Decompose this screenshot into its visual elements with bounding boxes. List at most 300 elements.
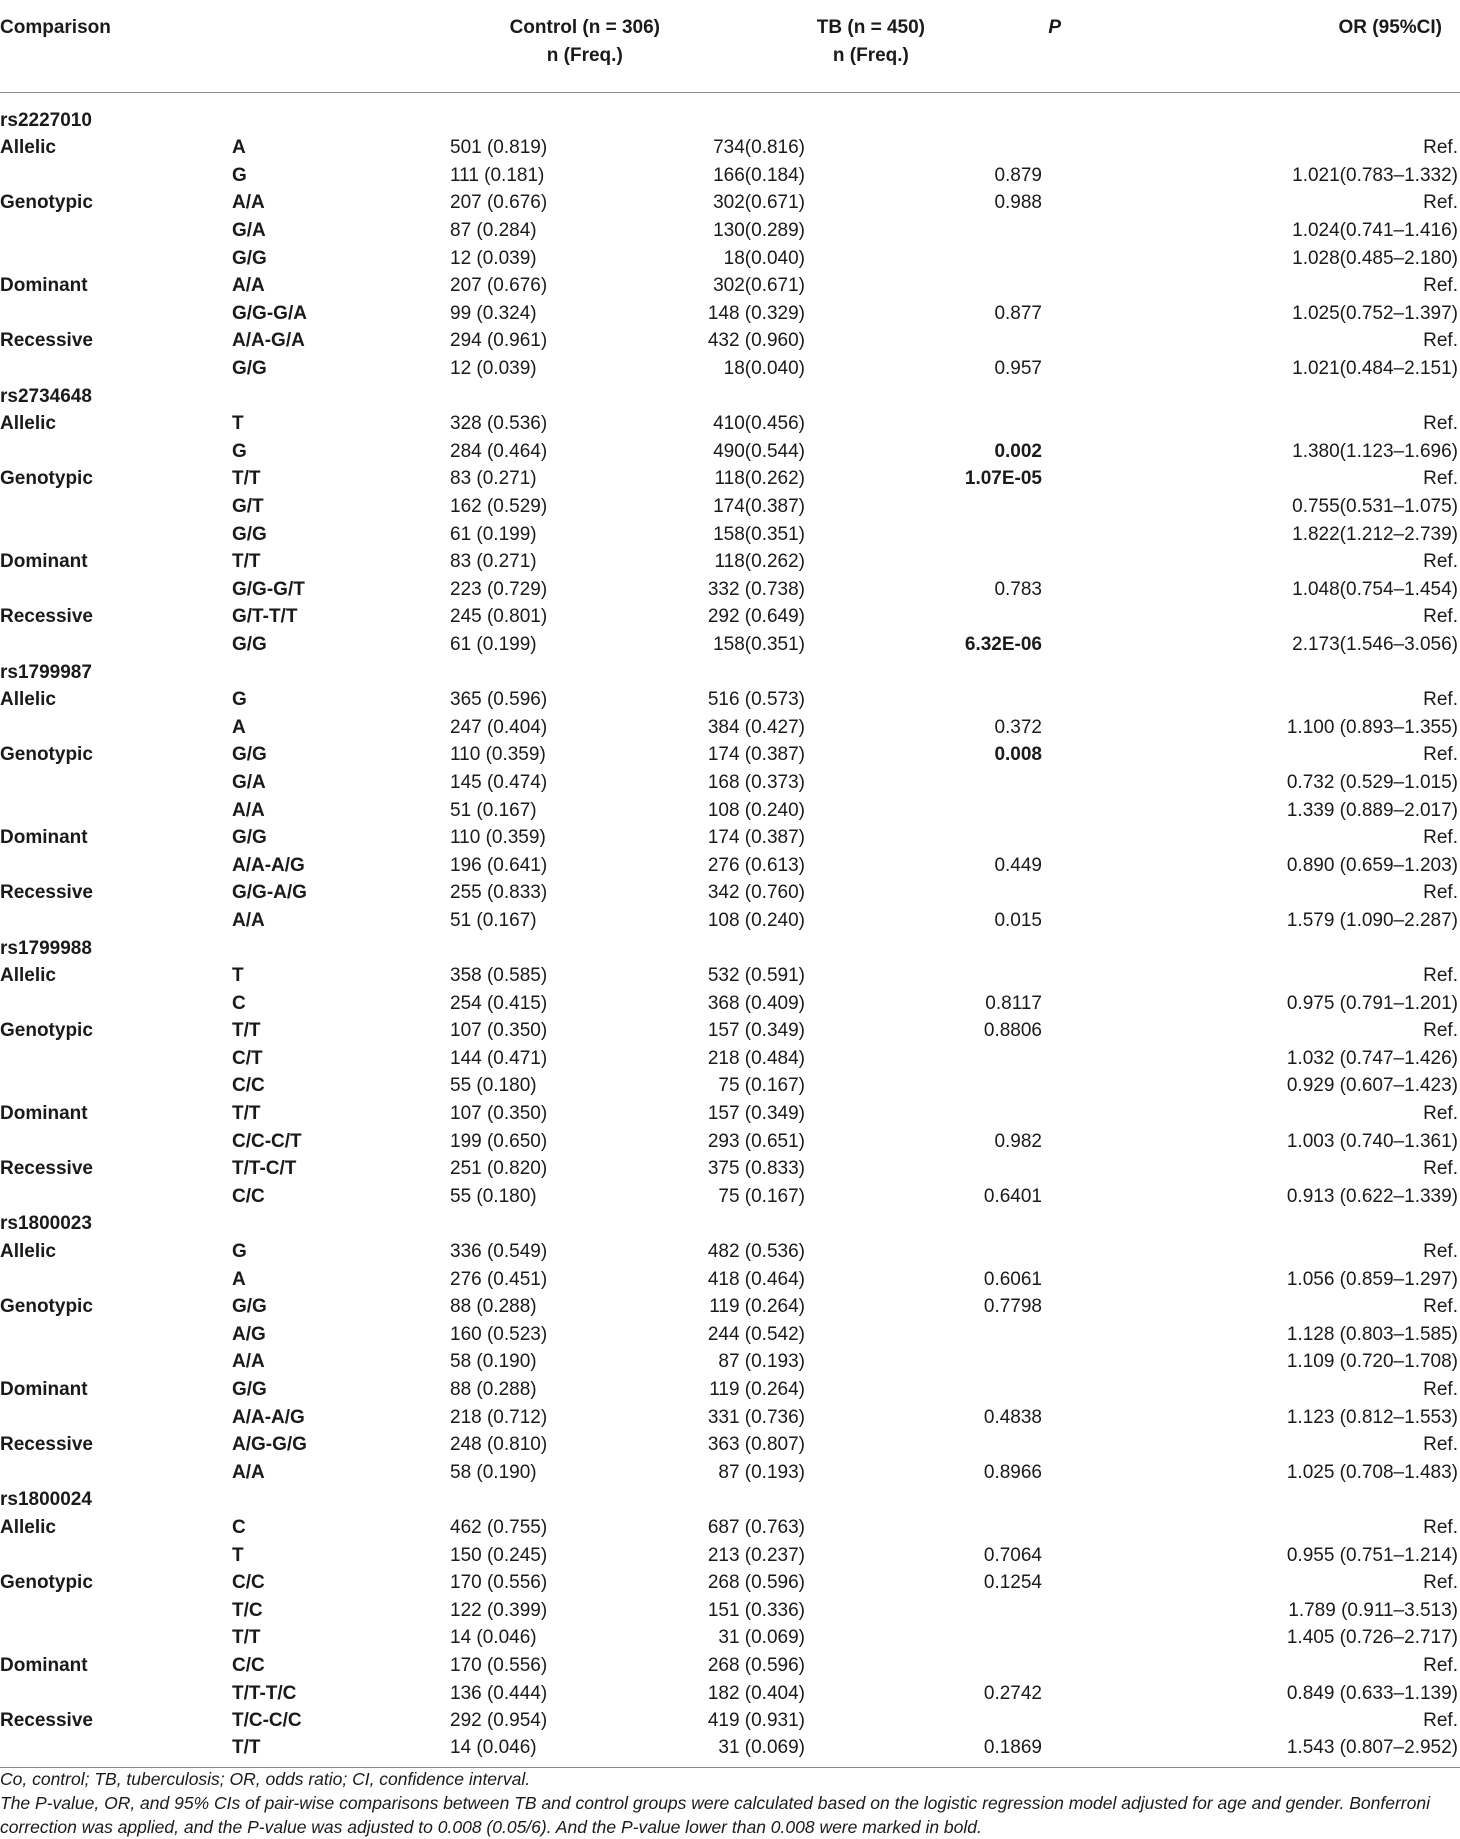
control-count: 218 (0.712) <box>450 1406 548 1428</box>
comparison-type: Genotypic <box>0 1572 93 1594</box>
table-row <box>0 1596 1460 1624</box>
comparison-type <box>0 907 230 935</box>
control-count: 245 (0.801) <box>450 606 548 628</box>
p-value <box>925 1045 1145 1073</box>
p-value <box>925 1348 1145 1376</box>
tb-count: 375 (0.833) <box>707 1158 805 1180</box>
genotype: T/T-T/C <box>232 1682 297 1704</box>
table-row <box>0 520 1460 548</box>
tb-count: 31 (0.069) <box>660 1734 925 1768</box>
tb-count: 331 (0.736) <box>707 1406 805 1428</box>
control-count: 150 (0.245) <box>450 1544 548 1566</box>
control-count: 365 (0.596) <box>450 689 548 711</box>
p-value <box>925 1652 1145 1680</box>
tb-count: 166(0.184) <box>713 164 805 186</box>
table-row <box>0 410 1460 438</box>
comparison-type: Allelic <box>0 137 56 159</box>
odds-ratio: Ref. <box>1423 1572 1458 1594</box>
table-row <box>0 962 1460 990</box>
tb-count: 174(0.387) <box>713 496 805 518</box>
tb-count: 302(0.671) <box>713 275 805 297</box>
footnote-abbreviations: Co, control; TB, tuberculosis; OR, odds ratio; CI, confidence interval. <box>0 1769 531 1789</box>
p-value: 6.32E-06 <box>964 633 1042 655</box>
comparison-type: Genotypic <box>0 468 93 490</box>
genotype: A/A-A/G <box>232 854 305 876</box>
comparison-type: Dominant <box>0 1379 88 1401</box>
comparison-type <box>0 1596 230 1624</box>
genotype: G/T <box>232 496 264 518</box>
control-count: 51 (0.167) <box>450 799 537 821</box>
header-or: OR (95%CI) <box>1145 0 1460 93</box>
table-row <box>0 1541 1460 1569</box>
tb-count: 482 (0.536) <box>707 1241 805 1263</box>
odds-ratio: 1.048(0.754–1.454) <box>1292 578 1458 600</box>
tb-count: 118(0.262) <box>714 551 805 573</box>
snp-id: rs1800024 <box>0 1489 92 1511</box>
comparison-type: Allelic <box>0 1516 56 1538</box>
control-count: 12 (0.039) <box>450 358 537 380</box>
p-value <box>925 244 1145 272</box>
table-row <box>0 713 1460 741</box>
odds-ratio: Ref. <box>1423 744 1458 766</box>
tb-count: 118(0.262) <box>714 468 805 490</box>
table-row <box>0 1403 1460 1431</box>
comparison-type <box>0 1183 230 1211</box>
control-count: 292 (0.954) <box>450 1710 548 1732</box>
table-row <box>0 1265 1460 1293</box>
comparison-type: Genotypic <box>0 1020 93 1042</box>
genotype: C/C <box>232 1654 265 1676</box>
comparison-type <box>0 1679 230 1707</box>
p-value <box>925 272 1145 300</box>
genotype: A/A <box>232 909 265 931</box>
table-row <box>0 1514 1460 1542</box>
snp-id: rs1800023 <box>0 1213 92 1235</box>
p-value: 0.879 <box>994 164 1042 186</box>
control-count: 207 (0.676) <box>450 275 548 297</box>
control-count: 88 (0.288) <box>450 1379 537 1401</box>
table-row <box>0 1679 1460 1707</box>
table-row <box>0 907 1460 935</box>
tb-count: 244 (0.542) <box>707 1323 805 1345</box>
genotype: T/T <box>232 1627 261 1649</box>
tb-count: 31 (0.069) <box>718 1627 805 1649</box>
p-value: 0.1869 <box>925 1734 1145 1768</box>
tb-count: 148 (0.329) <box>707 302 805 324</box>
p-value: 0.4838 <box>983 1406 1042 1428</box>
table-row <box>0 1459 1460 1487</box>
comparison-type: Recessive <box>0 330 93 352</box>
odds-ratio: 1.789 (0.911–3.513) <box>1288 1599 1458 1621</box>
table-row <box>0 1431 1460 1459</box>
table-row <box>0 1155 1460 1183</box>
genotype: G/G <box>232 1379 267 1401</box>
genotype: A/A-A/G <box>232 1406 305 1428</box>
comparison-type: Dominant <box>0 1103 88 1125</box>
control-count: 87 (0.284) <box>450 220 537 242</box>
header-tb-line1: TB (n = 450) <box>816 17 925 38</box>
tb-count: 174 (0.387) <box>707 827 805 849</box>
tb-count: 342 (0.760) <box>707 882 805 904</box>
p-value <box>925 879 1145 907</box>
genotype: T/T-C/T <box>232 1158 297 1180</box>
comparison-type: Genotypic <box>0 192 93 214</box>
p-value <box>925 686 1145 714</box>
control-count: 170 (0.556) <box>450 1572 548 1594</box>
genotype: G/T-T/T <box>232 606 298 628</box>
comparison-type <box>0 769 230 797</box>
p-value <box>925 327 1145 355</box>
snp-header-row <box>0 934 1460 962</box>
table-row <box>0 189 1460 217</box>
p-value <box>925 769 1145 797</box>
odds-ratio: 1.380(1.123–1.696) <box>1292 440 1458 462</box>
odds-ratio: Ref. <box>1423 1516 1458 1538</box>
odds-ratio: 0.913 (0.622–1.339) <box>1286 1185 1458 1207</box>
tb-count: 119 (0.264) <box>709 1296 805 1318</box>
header-p: P <box>925 0 1145 93</box>
tb-count: 108 (0.240) <box>707 909 805 931</box>
table-row <box>0 244 1460 272</box>
odds-ratio: Ref. <box>1423 1296 1458 1318</box>
genotype: C <box>232 1516 246 1538</box>
comparison-type <box>0 989 230 1017</box>
p-value: 0.877 <box>994 302 1042 324</box>
snp-header-row <box>0 382 1460 410</box>
table-row <box>0 1348 1460 1376</box>
control-count: 294 (0.961) <box>450 330 548 352</box>
genotype: G/G-G/T <box>232 578 305 600</box>
table-row <box>0 1045 1460 1073</box>
comparison-type: Genotypic <box>0 1296 93 1318</box>
control-count: 248 (0.810) <box>450 1434 548 1456</box>
table-row <box>0 134 1460 162</box>
odds-ratio: 1.056 (0.859–1.297) <box>1286 1268 1458 1290</box>
p-value <box>925 410 1145 438</box>
comparison-type: Allelic <box>0 1241 56 1263</box>
genotype: A <box>232 137 246 159</box>
comparison-type <box>0 576 230 604</box>
comparison-type: Recessive <box>0 1158 93 1180</box>
table-row <box>0 1376 1460 1404</box>
control-count: 99 (0.324) <box>450 302 537 324</box>
control-count: 501 (0.819) <box>450 137 548 159</box>
p-value: 0.982 <box>994 1130 1042 1152</box>
tb-count: 687 (0.763) <box>707 1516 805 1538</box>
odds-ratio: Ref. <box>1423 330 1458 352</box>
tb-count: 18(0.040) <box>723 358 805 380</box>
odds-ratio: 1.025(0.752–1.397) <box>1292 302 1458 324</box>
tb-count: 734(0.816) <box>713 137 805 159</box>
header-comparison: Comparison <box>0 0 230 93</box>
p-value <box>925 134 1145 162</box>
p-value <box>925 824 1145 852</box>
table-row <box>0 1293 1460 1321</box>
odds-ratio: 1.032 (0.747–1.426) <box>1286 1047 1458 1069</box>
snp-id: rs2734648 <box>0 385 92 407</box>
comparison-type: Allelic <box>0 689 56 711</box>
p-value <box>925 1155 1145 1183</box>
tb-count: 213 (0.237) <box>707 1544 805 1566</box>
genotype: A/A-G/A <box>232 330 305 352</box>
odds-ratio: 0.929 (0.607–1.423) <box>1286 1075 1458 1097</box>
odds-ratio: 2.173(1.546–3.056) <box>1292 633 1458 655</box>
table-row <box>0 327 1460 355</box>
odds-ratio: Ref. <box>1423 1158 1458 1180</box>
comparison-type: Recessive <box>0 1710 93 1732</box>
tb-count: 157 (0.349) <box>707 1020 805 1042</box>
tb-count: 419 (0.931) <box>707 1710 805 1732</box>
comparison-type <box>0 244 230 272</box>
comparison-type <box>0 1265 230 1293</box>
comparison-type <box>0 1459 230 1487</box>
genotype: G/G <box>232 827 267 849</box>
odds-ratio: 1.003 (0.740–1.361) <box>1286 1130 1458 1152</box>
control-count: 58 (0.190) <box>450 1351 537 1373</box>
comparison-type <box>0 520 230 548</box>
odds-ratio: Ref. <box>1423 1379 1458 1401</box>
p-value: 0.6401 <box>983 1185 1042 1207</box>
odds-ratio: Ref. <box>1423 1710 1458 1732</box>
odds-ratio: Ref. <box>1423 1241 1458 1263</box>
control-count: 122 (0.399) <box>450 1599 548 1621</box>
p-value: 0.8966 <box>983 1461 1042 1483</box>
control-count: 162 (0.529) <box>450 496 548 518</box>
table-row <box>0 1321 1460 1349</box>
control-count: 83 (0.271) <box>450 551 537 573</box>
p-value <box>925 520 1145 548</box>
table-row <box>0 1072 1460 1100</box>
footnote-note: The P-value, OR, and 95% CIs of pair-wise comparisons between TB and control groups were calculated based on the logistic regression model adjusted for age and gender. Bonferroni correction was applied, and the P-value was adjusted to 0.008 (0.05/6). And the P-value lower than 0.008 were marked in bold. <box>0 1793 1430 1837</box>
odds-ratio: Ref. <box>1423 192 1458 214</box>
comparison-type: Allelic <box>0 413 56 435</box>
control-count: 199 (0.650) <box>450 1130 548 1152</box>
genotype: C/C <box>232 1185 265 1207</box>
genotype: A/A <box>232 1461 265 1483</box>
genotype: A/G <box>232 1323 266 1345</box>
header-control-line2: n (Freq.) <box>546 45 623 66</box>
table-row <box>0 1017 1460 1045</box>
genotype: G <box>232 164 247 186</box>
comparison-type: Recessive <box>0 606 93 628</box>
header-tb-line2: n (Freq.) <box>832 45 909 66</box>
p-value: 1.07E-05 <box>964 468 1042 490</box>
odds-ratio: Ref. <box>1423 468 1458 490</box>
odds-ratio: 0.955 (0.751–1.214) <box>1286 1544 1458 1566</box>
p-value <box>925 1100 1145 1128</box>
genotype: T/T <box>232 1020 261 1042</box>
p-value: 0.8117 <box>985 992 1042 1014</box>
header-control <box>450 0 660 93</box>
comparison-type <box>0 300 230 328</box>
tb-count: 168 (0.373) <box>707 771 805 793</box>
tb-count: 410(0.456) <box>713 413 805 435</box>
comparison-type <box>0 438 230 466</box>
table-row <box>0 1238 1460 1266</box>
p-value <box>925 217 1145 245</box>
genotype: A/A <box>232 799 265 821</box>
control-count: 207 (0.676) <box>450 192 548 214</box>
table-row <box>0 1569 1460 1597</box>
p-value <box>925 796 1145 824</box>
comparison-type: Dominant <box>0 275 88 297</box>
table-row <box>0 576 1460 604</box>
comparison-type <box>0 1348 230 1376</box>
control-count: 107 (0.350) <box>450 1103 548 1125</box>
comparison-type: Recessive <box>0 1434 93 1456</box>
odds-ratio: Ref. <box>1423 1434 1458 1456</box>
control-count: 170 (0.556) <box>450 1654 548 1676</box>
genotype: A/A <box>232 192 265 214</box>
snp-id: rs2227010 <box>0 110 92 131</box>
genotype: A/A <box>232 1351 265 1373</box>
table-footnotes <box>0 1767 1460 1839</box>
header-genotype <box>230 0 450 93</box>
odds-ratio: Ref. <box>1423 275 1458 297</box>
tb-count: 532 (0.591) <box>707 965 805 987</box>
genotype: T <box>232 413 244 435</box>
control-count: 255 (0.833) <box>450 882 548 904</box>
genotype: G <box>232 1241 247 1263</box>
table-row <box>0 879 1460 907</box>
table-row <box>0 1624 1460 1652</box>
table-row <box>0 355 1460 383</box>
control-count: 58 (0.190) <box>450 1461 537 1483</box>
table-row <box>0 769 1460 797</box>
control-count: 55 (0.180) <box>450 1075 537 1097</box>
control-count: 223 (0.729) <box>450 578 548 600</box>
p-value: 0.002 <box>994 440 1042 462</box>
genotype: A/A <box>232 275 265 297</box>
genotype: G/G <box>232 633 267 655</box>
odds-ratio: 1.109 (0.720–1.708) <box>1286 1351 1458 1373</box>
genotype: T <box>232 1544 244 1566</box>
snp-header-row <box>0 1210 1460 1238</box>
odds-ratio: 0.849 (0.633–1.139) <box>1286 1682 1458 1704</box>
odds-ratio: 1.339 (0.889–2.017) <box>1286 799 1458 821</box>
tb-count: 516 (0.573) <box>707 689 805 711</box>
table-row <box>0 686 1460 714</box>
comparison-type <box>0 713 230 741</box>
p-value: 0.988 <box>994 192 1042 214</box>
header-control-line1: Control (n = 306) <box>509 17 660 38</box>
p-value <box>925 1321 1145 1349</box>
snp-header-row <box>0 658 1460 686</box>
control-count: 110 (0.359) <box>450 744 546 766</box>
table-row <box>0 1127 1460 1155</box>
comparison-type <box>0 1403 230 1431</box>
p-value: 0.2742 <box>983 1682 1042 1704</box>
tb-count: 292 (0.649) <box>707 606 805 628</box>
genotype: T/C-C/C <box>232 1710 302 1732</box>
tb-count: 119 (0.264) <box>709 1379 805 1401</box>
odds-ratio: Ref. <box>1423 1020 1458 1042</box>
control-count: 284 (0.464) <box>450 440 548 462</box>
comparison-type <box>0 1127 230 1155</box>
tb-count: 490(0.544) <box>713 440 805 462</box>
table-row <box>0 272 1460 300</box>
p-value: 0.783 <box>994 578 1042 600</box>
comparison-type <box>0 1045 230 1073</box>
comparison-type <box>0 1321 230 1349</box>
p-value: 0.957 <box>994 358 1042 380</box>
odds-ratio: Ref. <box>1423 1103 1458 1125</box>
p-value <box>925 1514 1145 1542</box>
table-row <box>0 603 1460 631</box>
tb-count: 384 (0.427) <box>707 716 805 738</box>
control-count: 144 (0.471) <box>450 1047 548 1069</box>
p-value <box>925 1707 1145 1735</box>
table-row <box>0 851 1460 879</box>
odds-ratio: 1.021(0.484–2.151) <box>1292 358 1458 380</box>
p-value <box>925 548 1145 576</box>
p-value <box>925 1238 1145 1266</box>
genotype: T <box>232 965 244 987</box>
table-row <box>0 1652 1460 1680</box>
tb-count: 268 (0.596) <box>707 1654 805 1676</box>
odds-ratio: Ref. <box>1423 689 1458 711</box>
tb-count: 332 (0.738) <box>707 578 805 600</box>
tb-count: 363 (0.807) <box>707 1434 805 1456</box>
odds-ratio: Ref. <box>1423 882 1458 904</box>
table-row <box>0 493 1460 521</box>
control-count: 111 (0.181) <box>450 164 545 186</box>
genotype: G/A <box>232 771 266 793</box>
odds-ratio: 1.025 (0.708–1.483) <box>1286 1461 1458 1483</box>
odds-ratio: Ref. <box>1423 551 1458 573</box>
tb-count: 276 (0.613) <box>707 854 805 876</box>
comparison-type: Dominant <box>0 551 88 573</box>
odds-ratio: 0.890 (0.659–1.203) <box>1286 854 1458 876</box>
tb-count: 158(0.351) <box>713 523 805 545</box>
p-value: 0.1254 <box>983 1572 1042 1594</box>
tb-count: 75 (0.167) <box>718 1075 805 1097</box>
p-value <box>925 962 1145 990</box>
snp-header-row <box>0 1486 1460 1514</box>
odds-ratio: 1.543 (0.807–2.952) <box>1145 1734 1460 1768</box>
p-value <box>925 1431 1145 1459</box>
table-row <box>0 162 1460 190</box>
odds-ratio: 1.822(1.212–2.739) <box>1292 523 1458 545</box>
genotype: G/G <box>232 247 267 269</box>
p-value: 0.008 <box>994 744 1042 766</box>
genotype: G <box>232 440 247 462</box>
table-row <box>0 1183 1460 1211</box>
snp-header-row <box>0 93 1460 135</box>
comparison-type <box>0 631 230 659</box>
genotype: A <box>232 1268 246 1290</box>
control-count: 145 (0.474) <box>450 771 548 793</box>
odds-ratio: 1.128 (0.803–1.585) <box>1286 1323 1458 1345</box>
p-value: 0.372 <box>994 716 1042 738</box>
tb-count: 218 (0.484) <box>707 1047 805 1069</box>
control-count: 12 (0.039) <box>450 247 537 269</box>
odds-ratio: 1.123 (0.812–1.553) <box>1286 1406 1458 1428</box>
comparison-type <box>0 796 230 824</box>
p-value <box>925 1624 1145 1652</box>
snp-id: rs1799987 <box>0 661 92 683</box>
table-row <box>0 217 1460 245</box>
tb-count: 108 (0.240) <box>707 799 805 821</box>
control-count: 247 (0.404) <box>450 716 548 738</box>
table-row <box>0 438 1460 466</box>
p-value: 0.8806 <box>983 1020 1042 1042</box>
genotype: G/G <box>232 744 267 766</box>
p-value <box>925 493 1145 521</box>
control-count: 107 (0.350) <box>450 1020 548 1042</box>
control-count: 14 (0.046) <box>450 1734 660 1768</box>
control-count: 196 (0.641) <box>450 854 548 876</box>
